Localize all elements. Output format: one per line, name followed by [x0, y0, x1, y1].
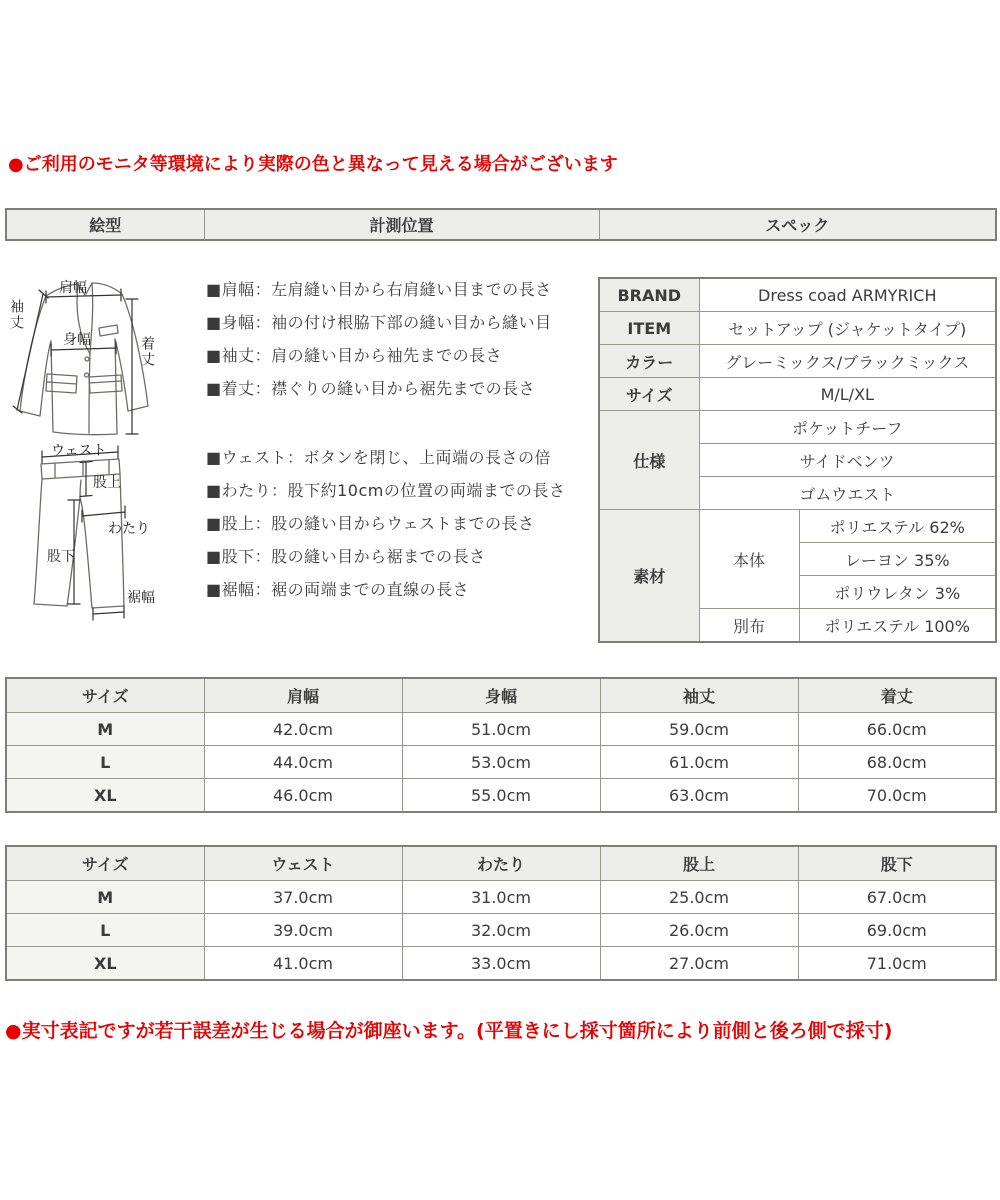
table-cell: 25.0cm — [600, 881, 798, 914]
jacket-diagram — [0, 253, 205, 443]
column-header: ウェスト — [204, 846, 402, 881]
table-row — [6, 779, 996, 813]
table-cell: 41.0cm — [204, 947, 402, 981]
spec-row-feature — [599, 411, 996, 444]
column-header: 股上 — [600, 846, 798, 881]
material-label: 素材 — [599, 510, 699, 643]
material-main-value: レーヨン 35% — [799, 543, 996, 576]
size-label: サイズ — [599, 378, 699, 411]
table-row — [6, 746, 996, 779]
table-cell: 31.0cm — [402, 881, 600, 914]
table-cell: 68.0cm — [798, 746, 996, 779]
header-art-column: 絵型 — [6, 209, 204, 240]
features-label: 仕様 — [599, 411, 699, 510]
note-waist: ■ウェスト：ボタンを閉じ、上両端の長さの倍 — [206, 448, 551, 467]
material-main-value: ポリエステル 62% — [799, 510, 996, 543]
jacket-sleeve-label: 袖丈 — [8, 299, 24, 331]
pants-thigh-label: わたり — [108, 521, 150, 537]
table-cell: 63.0cm — [600, 779, 798, 813]
color-disclaimer-notice: ●ご利用のモニタ等環境により実際の色と異なって見える場合がございます — [8, 154, 618, 175]
jacket-length-label: 着丈 — [139, 336, 155, 368]
note-shoulder: ■肩幅：左肩縫い目から右肩縫い目までの長さ — [206, 280, 552, 299]
row-size: M — [6, 881, 204, 914]
spec-row-item — [599, 312, 996, 345]
color-label: カラー — [599, 345, 699, 378]
jacket-size-header-row — [6, 678, 996, 713]
table-row — [6, 914, 996, 947]
table-cell: 32.0cm — [402, 914, 600, 947]
table-cell: 53.0cm — [402, 746, 600, 779]
jacket-measurement-notes — [206, 273, 602, 405]
pants-size-table — [5, 845, 997, 981]
column-header: サイズ — [6, 678, 204, 713]
note-sleeve: ■袖丈：肩の縫い目から袖先までの長さ — [206, 346, 503, 365]
item-label: ITEM — [599, 312, 699, 345]
pants-inseam-label: 股下 — [47, 549, 75, 565]
table-cell: 33.0cm — [402, 947, 600, 981]
size-value: M/L/XL — [699, 378, 996, 411]
brand-value: Dress coad ARMYRICH — [699, 278, 996, 312]
item-value: セットアップ (ジャケットタイプ) — [699, 312, 996, 345]
jacket-size-table — [5, 677, 997, 813]
feature-value: サイドベンツ — [699, 444, 996, 477]
table-cell: 46.0cm — [204, 779, 402, 813]
row-size: XL — [6, 779, 204, 813]
column-header: 着丈 — [798, 678, 996, 713]
column-header: 身幅 — [402, 678, 600, 713]
note-inseam: ■股下：股の縫い目から裾までの長さ — [206, 547, 486, 566]
spec-table — [598, 277, 997, 643]
jacket-chest-label: 身幅 — [63, 332, 91, 348]
row-size: M — [6, 713, 204, 746]
table-cell: 26.0cm — [600, 914, 798, 947]
table-cell: 66.0cm — [798, 713, 996, 746]
feature-value: ポケットチーフ — [699, 411, 996, 444]
table-cell: 71.0cm — [798, 947, 996, 981]
pants-hem-label: 裾幅 — [127, 590, 155, 606]
feature-value: ゴムウエスト — [699, 477, 996, 510]
header-measure-column: 計測位置 — [204, 209, 599, 240]
table-row — [6, 881, 996, 914]
column-header: 肩幅 — [204, 678, 402, 713]
table-cell: 37.0cm — [204, 881, 402, 914]
table-cell: 70.0cm — [798, 779, 996, 813]
table-cell: 67.0cm — [798, 881, 996, 914]
note-length: ■着丈：襟ぐりの縫い目から裾先までの長さ — [206, 379, 536, 398]
pants-waist-label: ウェスト — [51, 443, 107, 459]
material-main-label: 本体 — [699, 510, 799, 609]
table-cell: 61.0cm — [600, 746, 798, 779]
table-cell: 51.0cm — [402, 713, 600, 746]
pants-sketch-icon — [5, 430, 200, 642]
jacket-sketch-icon — [0, 253, 205, 443]
spec-row-material — [599, 510, 996, 543]
pants-size-header-row — [6, 846, 996, 881]
spec-row-color — [599, 345, 996, 378]
note-hem: ■裾幅：裾の両端までの直線の長さ — [206, 580, 470, 599]
material-lining-value: ポリエステル 100% — [799, 609, 996, 643]
material-lining-label: 別布 — [699, 609, 799, 643]
table-cell: 39.0cm — [204, 914, 402, 947]
pants-rise-label: 股上 — [93, 475, 121, 491]
pants-diagram — [5, 430, 200, 642]
measurement-disclaimer-notice: ●実寸表記ですが若干誤差が生じる場合が御座います。(平置きにし採寸箇所により前側と後ろ側で採寸) — [5, 1020, 893, 1042]
row-size: L — [6, 746, 204, 779]
column-header: 袖丈 — [600, 678, 798, 713]
table-row — [6, 947, 996, 981]
section-header-table — [5, 208, 997, 241]
note-rise: ■股上：股の縫い目からウェストまでの長さ — [206, 514, 535, 533]
section-header-row — [6, 209, 996, 240]
column-header: わたり — [402, 846, 600, 881]
pants-measurement-notes — [206, 441, 602, 606]
color-value: グレーミックス/ブラックミックス — [699, 345, 996, 378]
material-main-value: ポリウレタン 3% — [799, 576, 996, 609]
table-cell: 42.0cm — [204, 713, 402, 746]
row-size: L — [6, 914, 204, 947]
table-row — [6, 713, 996, 746]
table-cell: 55.0cm — [402, 779, 600, 813]
table-cell: 69.0cm — [798, 914, 996, 947]
column-header: サイズ — [6, 846, 204, 881]
note-thigh: ■わたり：股下約10cmの位置の両端までの長さ — [206, 481, 566, 500]
column-header: 股下 — [798, 846, 996, 881]
table-cell: 44.0cm — [204, 746, 402, 779]
row-size: XL — [6, 947, 204, 981]
table-cell: 59.0cm — [600, 713, 798, 746]
jacket-shoulder-label: 肩幅 — [59, 280, 87, 296]
spec-row-brand — [599, 278, 996, 312]
table-cell: 27.0cm — [600, 947, 798, 981]
spec-row-size — [599, 378, 996, 411]
brand-label: BRAND — [599, 278, 699, 312]
note-chest: ■身幅：袖の付け根脇下部の縫い目から縫い目 — [206, 313, 552, 332]
header-spec-column: スペック — [599, 209, 996, 240]
